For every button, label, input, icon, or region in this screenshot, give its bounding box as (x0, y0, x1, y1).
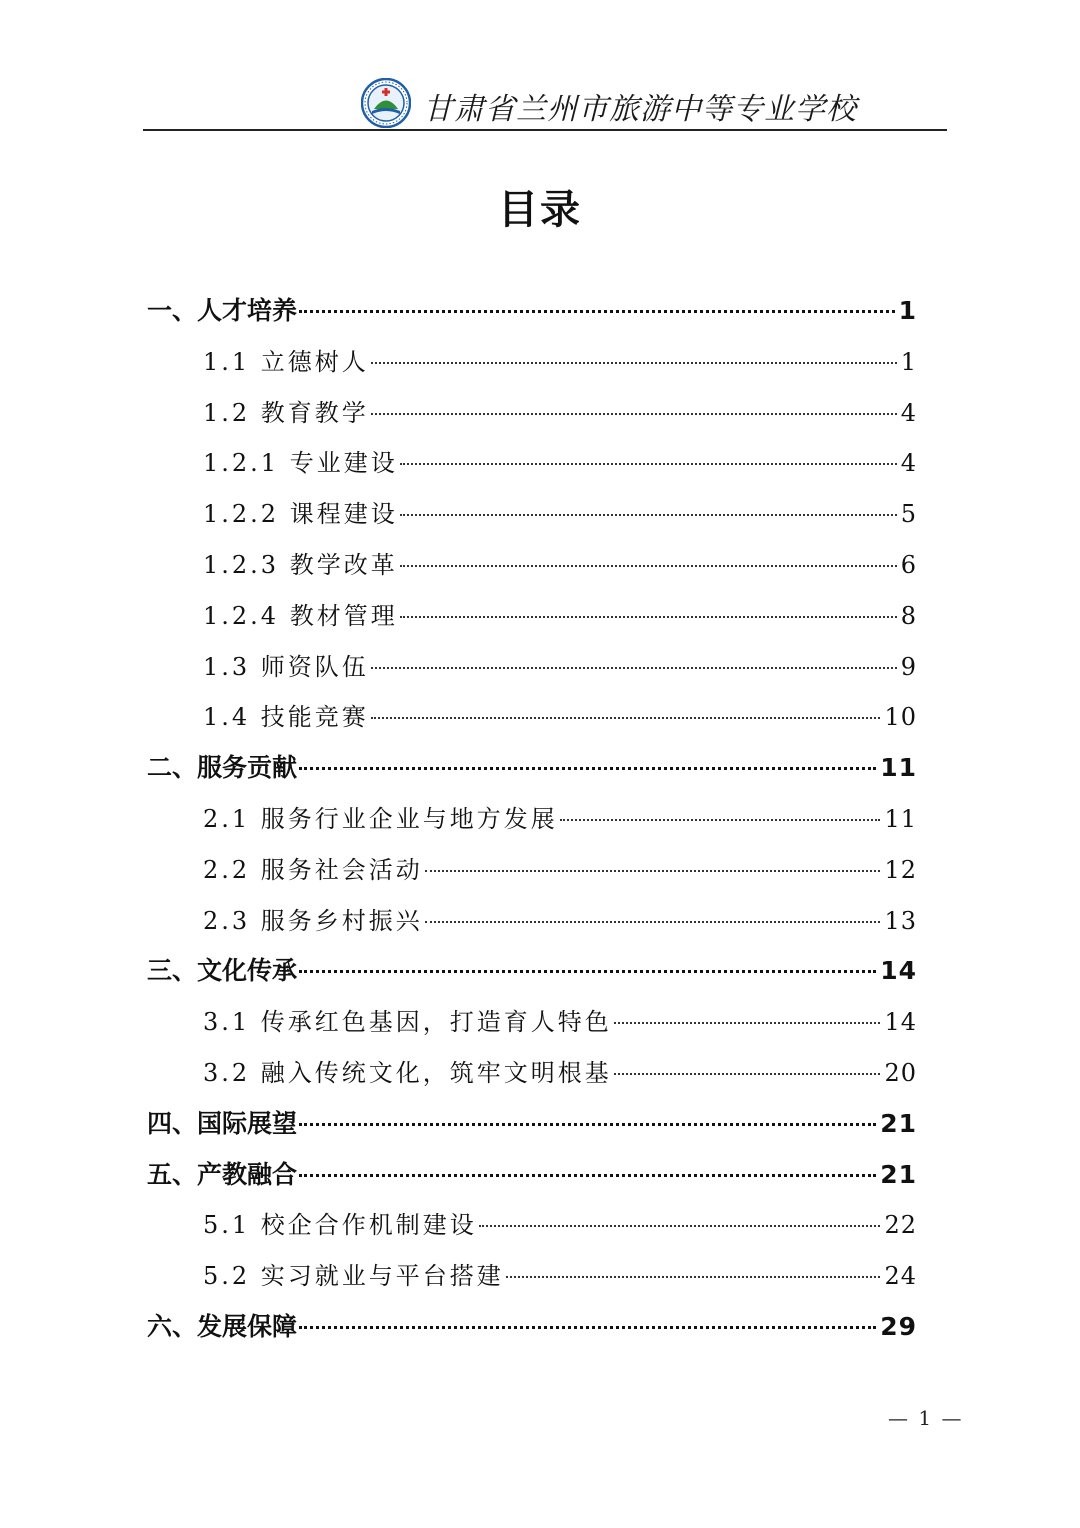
toc-entry-page-number: 11 (884, 804, 917, 833)
toc-entry-page-number: 12 (884, 855, 917, 884)
toc-dot-leader (299, 310, 895, 313)
toc-dot-leader (299, 1174, 876, 1177)
toc-entry-page-number: 4 (900, 398, 917, 427)
toc-entry-label: 六、发展保障 (147, 1311, 298, 1341)
toc-dot-leader (506, 1276, 881, 1278)
toc-dot-leader (299, 970, 876, 973)
toc-dot-leader (479, 1225, 881, 1227)
toc-entry-page-number: 24 (884, 1262, 917, 1291)
toc-entry-page-number: 6 (900, 550, 917, 579)
toc-entry-page-number: 9 (900, 652, 917, 681)
toc-entry-section[interactable] (147, 692, 917, 743)
toc-dot-leader (371, 667, 897, 669)
toc-entry-label: 四、国际展望 (147, 1108, 298, 1138)
toc-entry-section[interactable] (147, 540, 917, 591)
toc-dot-leader (371, 413, 897, 415)
toc-dot-leader (560, 819, 881, 821)
toc-entry-chapter[interactable] (147, 1302, 917, 1353)
toc-dot-leader (400, 514, 897, 516)
toc-entry-page-number: 11 (880, 753, 917, 783)
toc-entry-label: 1.3 师资队伍 (203, 652, 369, 681)
toc-dot-leader (371, 717, 881, 719)
toc-entry-page-number: 5 (900, 500, 917, 529)
toc-dot-leader (425, 870, 881, 872)
toc-entry-section[interactable] (147, 489, 917, 540)
toc-dot-leader (400, 616, 897, 618)
toc-entry-label: 1.2.3 教学改革 (203, 550, 398, 579)
toc-entry-label: 1.2.1 专业建设 (203, 449, 398, 478)
toc-entry-section[interactable] (147, 1048, 917, 1099)
toc-entry-label: 3.1 传承红色基因，打造育人特色 (203, 1008, 612, 1037)
school-seal-icon (361, 78, 411, 128)
toc-entry-section[interactable] (147, 337, 917, 388)
toc-entry-label: 二、服务贡献 (147, 753, 298, 783)
toc-entry-page-number: 21 (880, 1108, 917, 1138)
toc-entry-label: 1.2.4 教材管理 (203, 601, 398, 630)
toc-entry-label: 2.3 服务乡村振兴 (203, 906, 423, 935)
toc-entry-section[interactable] (147, 997, 917, 1048)
toc-entry-chapter[interactable] (147, 1099, 917, 1150)
toc-entry-chapter[interactable] (147, 286, 917, 337)
toc-entry-section[interactable] (147, 438, 917, 489)
toc-dot-leader (400, 463, 897, 465)
toc-dot-leader (614, 1022, 881, 1024)
toc-entry-chapter[interactable] (147, 946, 917, 997)
toc-entry-section[interactable] (147, 1251, 917, 1302)
toc-entry-label: 5.2 实习就业与平台搭建 (203, 1262, 504, 1291)
toc-dot-leader (371, 362, 897, 364)
toc-entry-section[interactable] (147, 845, 917, 896)
toc-entry-page-number: 29 (880, 1311, 917, 1341)
toc-entry-section[interactable] (147, 896, 917, 947)
toc-dot-leader (299, 1326, 876, 1329)
toc-dot-leader (614, 1073, 881, 1075)
toc-entry-page-number: 8 (900, 601, 917, 630)
toc-entry-label: 2.1 服务行业企业与地方发展 (203, 804, 558, 833)
toc-entry-label: 三、文化传承 (147, 956, 298, 986)
toc-entry-page-number: 14 (880, 956, 917, 986)
toc-entry-page-number: 4 (900, 449, 917, 478)
toc-entry-label: 一、人才培养 (147, 296, 298, 325)
school-name: 甘肃省兰州市旅游中等专业学校 (423, 92, 857, 127)
toc-entry-page-number: 1 (900, 347, 917, 376)
toc-entry-page-number: 20 (884, 1058, 917, 1087)
toc-dot-leader (400, 565, 897, 567)
toc-entry-page-number: 14 (884, 1008, 917, 1037)
toc-entry-section[interactable] (147, 642, 917, 693)
toc-entry-label: 1.4 技能竞赛 (203, 703, 369, 732)
table-of-contents (147, 286, 917, 1353)
header-divider (143, 129, 947, 131)
toc-dot-leader (425, 921, 881, 923)
toc-entry-page-number: 13 (884, 906, 917, 935)
toc-entry-page-number: 10 (884, 703, 917, 732)
toc-entry-section[interactable] (147, 388, 917, 439)
toc-entry-section[interactable] (147, 1200, 917, 1251)
toc-entry-page-number: 21 (880, 1159, 917, 1189)
page-number: — 1 — (888, 1406, 964, 1430)
toc-entry-label: 五、产教融合 (147, 1159, 298, 1189)
page-title: 目录 (498, 187, 582, 233)
toc-entry-label: 1.2.2 课程建设 (203, 500, 398, 529)
toc-entry-chapter[interactable] (147, 1150, 917, 1201)
toc-dot-leader (299, 767, 876, 770)
toc-entry-section[interactable] (147, 591, 917, 642)
page-header (143, 74, 947, 132)
toc-entry-label: 3.2 融入传统文化，筑牢文明根基 (203, 1058, 612, 1087)
toc-entry-page-number: 22 (884, 1211, 917, 1240)
toc-dot-leader (299, 1123, 876, 1126)
toc-entry-chapter[interactable] (147, 743, 917, 794)
toc-entry-label: 1.2 教育教学 (203, 398, 369, 427)
toc-entry-label: 2.2 服务社会活动 (203, 855, 423, 884)
toc-entry-label: 1.1 立德树人 (203, 347, 369, 376)
toc-entry-page-number: 1 (898, 296, 917, 325)
toc-entry-section[interactable] (147, 794, 917, 845)
toc-entry-label: 5.1 校企合作机制建设 (203, 1211, 477, 1240)
